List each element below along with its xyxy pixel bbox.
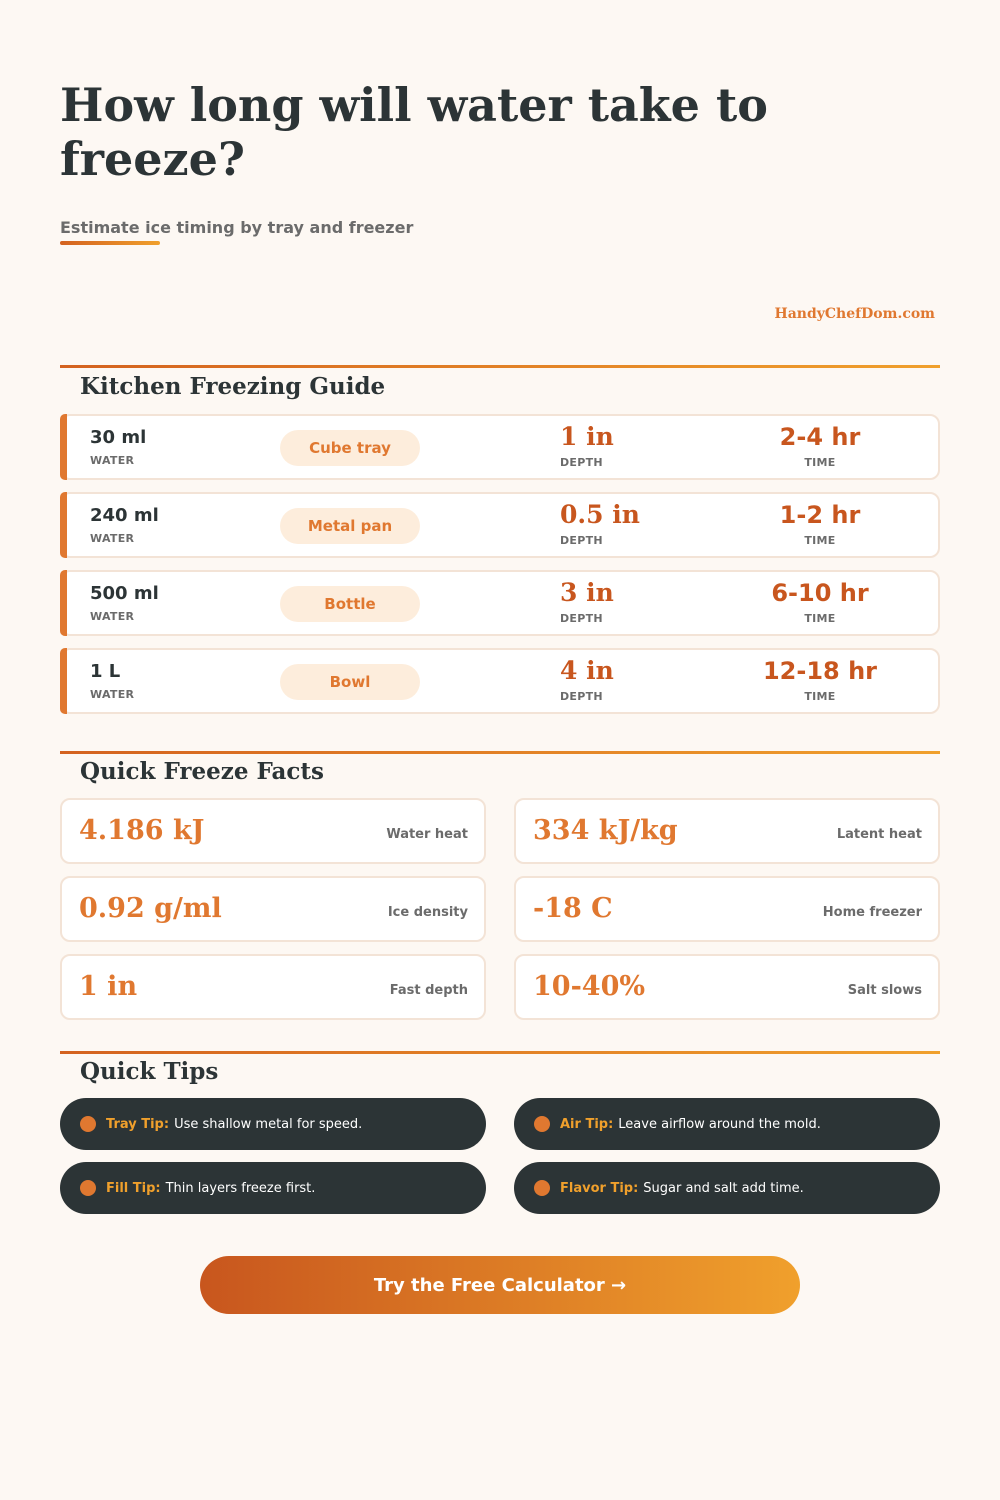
water-amount: 1 L [90, 661, 121, 682]
container-pill: Metal pan [280, 508, 420, 544]
tips-title: Quick Tips [80, 1058, 219, 1085]
depth-cell [560, 656, 614, 703]
depth-value: 3 in [560, 578, 614, 607]
water-label: WATER [90, 688, 135, 701]
guide-row [60, 414, 940, 480]
tip-card [60, 1162, 486, 1214]
bullet-dot-icon [80, 1180, 96, 1196]
fact-label: Home freezer [822, 905, 922, 920]
fact-card [60, 798, 486, 864]
depth-label: DEPTH [560, 456, 603, 469]
time-cell [720, 656, 920, 703]
tip-label: Air Tip: [560, 1116, 614, 1132]
tip-text: Thin layers freeze first. [165, 1180, 316, 1196]
guide-row [60, 648, 940, 714]
fact-value: 4.186 kJ [79, 815, 205, 846]
facts-title: Quick Freeze Facts [80, 758, 325, 785]
container-pill: Bottle [280, 586, 420, 622]
fact-value: 1 in [79, 971, 138, 1002]
water-amount: 500 ml [90, 583, 159, 604]
guide-divider [60, 365, 940, 368]
water-label: WATER [90, 610, 135, 623]
water-cell [90, 582, 159, 623]
facts-divider [60, 751, 940, 754]
fact-card [60, 876, 486, 942]
time-label: TIME [804, 456, 836, 469]
water-cell [90, 504, 159, 545]
fact-card [514, 876, 940, 942]
tip-card [514, 1098, 940, 1150]
fact-card [514, 798, 940, 864]
tip-card [60, 1098, 486, 1150]
time-label: TIME [804, 690, 836, 703]
container-pill: Cube tray [280, 430, 420, 466]
depth-cell [560, 422, 614, 469]
depth-cell [560, 578, 614, 625]
tip-text: Use shallow metal for speed. [174, 1116, 363, 1132]
time-value: 1-2 hr [779, 501, 861, 529]
water-label: WATER [90, 454, 135, 467]
fact-label: Ice density [387, 905, 468, 920]
depth-label: DEPTH [560, 690, 603, 703]
water-label: WATER [90, 532, 135, 545]
depth-cell [560, 500, 640, 547]
time-value: 6-10 hr [771, 579, 869, 607]
time-cell [720, 422, 920, 469]
page-title: How long will water take to freeze? [60, 78, 768, 186]
time-label: TIME [804, 612, 836, 625]
fact-value: 334 kJ/kg [533, 815, 678, 846]
fact-label: Fast depth [389, 983, 468, 998]
fact-label: Latent heat [836, 827, 922, 842]
water-amount: 30 ml [90, 427, 147, 448]
water-cell [90, 660, 134, 701]
calculator-cta-button[interactable]: Try the Free Calculator → [200, 1256, 800, 1314]
tip-label: Tray Tip: [106, 1116, 170, 1132]
bullet-dot-icon [534, 1180, 550, 1196]
fact-value: -18 C [533, 893, 613, 924]
depth-label: DEPTH [560, 534, 603, 547]
fact-value: 10-40% [533, 971, 646, 1002]
fact-card [514, 954, 940, 1020]
tip-text: Sugar and salt add time. [643, 1180, 804, 1196]
tip-card [514, 1162, 940, 1214]
bullet-dot-icon [534, 1116, 550, 1132]
time-cell [720, 500, 920, 547]
page-subtitle: Estimate ice timing by tray and freezer [60, 218, 414, 237]
depth-value: 4 in [560, 656, 614, 685]
tip-label: Flavor Tip: [560, 1180, 639, 1196]
water-cell [90, 426, 146, 467]
tip-text: Leave airflow around the mold. [618, 1116, 821, 1132]
water-amount: 240 ml [90, 505, 159, 526]
guide-row [60, 570, 940, 636]
fact-label: Water heat [386, 827, 468, 842]
fact-label: Salt slows [847, 983, 922, 998]
time-value: 2-4 hr [779, 423, 861, 451]
depth-value: 0.5 in [560, 500, 640, 529]
time-value: 12-18 hr [762, 657, 878, 685]
tip-label: Fill Tip: [106, 1180, 161, 1196]
guide-row [60, 492, 940, 558]
time-label: TIME [804, 534, 836, 547]
depth-value: 1 in [560, 422, 614, 451]
time-cell [720, 578, 920, 625]
bullet-dot-icon [80, 1116, 96, 1132]
subtitle-underline [60, 241, 160, 245]
fact-card [60, 954, 486, 1020]
fact-value: 0.92 g/ml [79, 893, 222, 924]
guide-title: Kitchen Freezing Guide [80, 373, 386, 400]
depth-label: DEPTH [560, 612, 603, 625]
tips-divider [60, 1051, 940, 1054]
container-pill: Bowl [280, 664, 420, 700]
brand-name: HandyChefDom.com [774, 306, 935, 322]
